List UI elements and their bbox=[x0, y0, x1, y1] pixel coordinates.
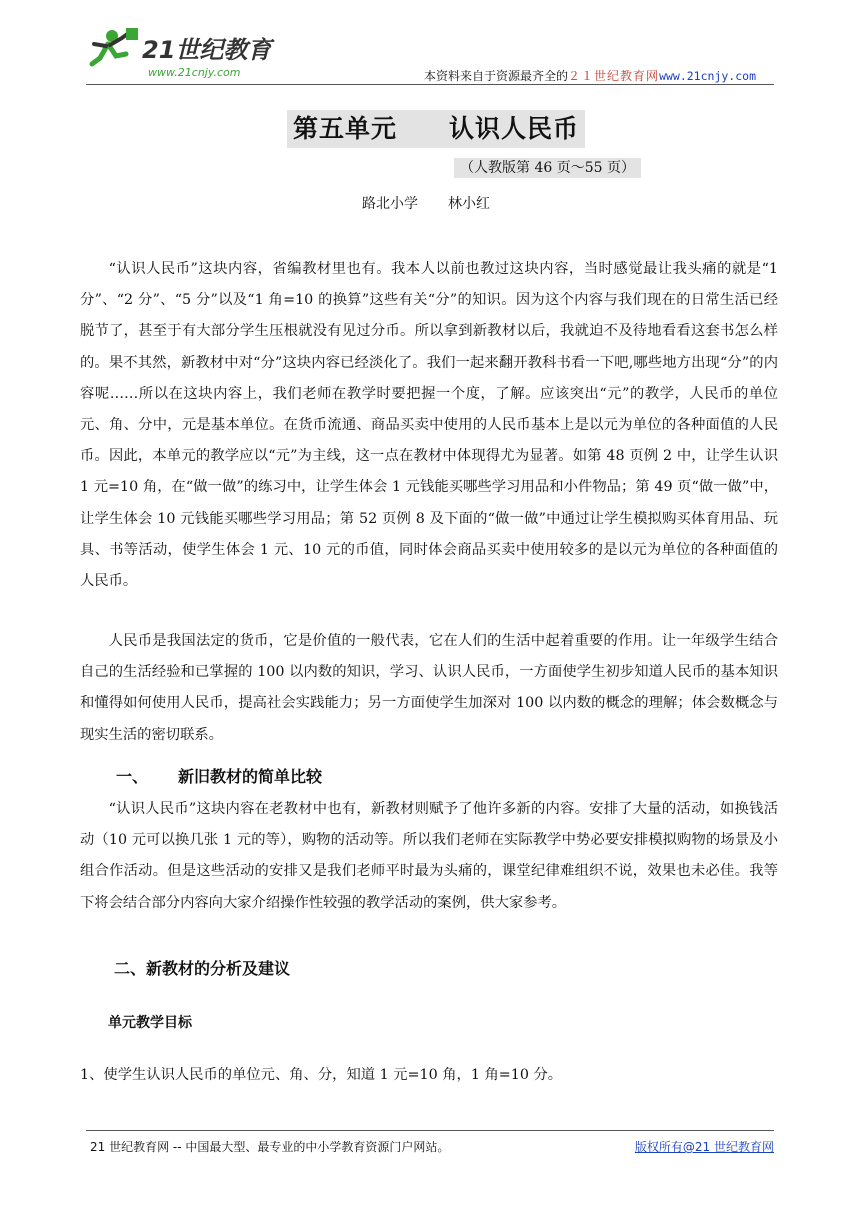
header-divider bbox=[86, 84, 774, 85]
byline-author: 林小红 bbox=[448, 196, 490, 212]
footer-site-description: 21 世纪教育网 -- 中国最大型、最专业的中小学教育资源门户网站。 bbox=[90, 1140, 450, 1154]
paragraph-intro: “认识人民币”这块内容，省编教材里也有。我本人以前也教过这块内容，当时感觉最让我头痛的就是“1 分”、“2 分”、“5 分”以及“1 角=10 的换算”这些有关“分”的知识。因为这个内容与我们现在的日常生活已经脱节了，甚至于有大部分学生压根就没有见过分币。所以拿到新教材以后，我就迫不及待地看看这套书怎么样的。果不其然，新教材中对“分”这块内容已经淡化了。我们一起来翻开教科书看一下吧,哪些地方出现“分”的内容呢……所以在这块内容上，我们老师在教学时要把握一个度，了解。应该突出“元”的教学，人民币的单位元、角、分中，元是基本单位。在货币流通、商品买卖中使用的人民币基本上是以元为单位的各种面值的人民币。因此，本单元的教学应以“元”为主线，这一点在教材中体现得尤为显著。如第 48 页例 2 中，让学生认识 1 元=10 角，在“做一做”的练习中，让学生体会 1 元钱能买哪些学习用品和小件物品；第 49 页“做一做”中，让学生体会 10 元钱能买哪些学习用品；第 52 页例 8 及下面的“做一做”中通过让学生模拟购买体育用品、玩具、书等活动，使学生体会 1 元、10 元的币值，同时体会商品买卖中使用较多的是以元为单位的各种面值的人民币。 bbox=[80, 261, 778, 590]
section-heading-analysis: 二、新教材的分析及建议 bbox=[114, 959, 291, 978]
header-source-note bbox=[424, 67, 756, 84]
paragraph-currency: 人民币是我国法定的货币，它是价值的一般代表，它在人们的生活中起着重要的作用。让一年级学生结合自己的生活经验和已掌握的 100 以内数的知识，学习、认识人民币，一方面使学生初步知道人民币的基本知识和懂得如何使用人民币，提高社会实践能力；另一方面使学生加深对 100 以内数的概念的理解；体会数概念与现实生活的密切联系。 bbox=[80, 633, 778, 743]
section-number: 一、 bbox=[116, 767, 149, 786]
runner-icon bbox=[92, 28, 138, 64]
page-title bbox=[287, 110, 585, 148]
section-heading-comparison bbox=[116, 764, 322, 787]
header-note-url[interactable]: www.21cnjy.com bbox=[659, 69, 756, 83]
byline-school: 路北小学 bbox=[362, 196, 418, 212]
paragraph-comparison: “认识人民币”这块内容在老教材中也有，新教材则赋予了他许多新的内容。安排了大量的活动，如换钱活动（10 元可以换几张 1 元的等），购物的活动等。所以我们老师在实际教学中势必要安排模拟购物的场景及小组合作活动。但是这些活动的安排又是我们老师平时最为头痛的，课堂纪律难组织不说，效果也未必佳。我等下将会结合部分内容向大家介绍操作性较强的教学活动的案例，供大家参考。 bbox=[80, 801, 778, 911]
page-subtitle: （人教版第 46 页～55 页） bbox=[454, 158, 641, 178]
goal-item: 1、使学生认识人民币的单位元、角、分，知道 1 元=10 角，1 角=10 分。 bbox=[80, 1067, 563, 1083]
author-byline bbox=[362, 193, 490, 213]
header-note-brand: ２１世纪教育网 bbox=[568, 69, 660, 83]
site-logo bbox=[86, 24, 286, 82]
title-name: 认识人民币 bbox=[449, 114, 580, 143]
logo-wordmark: 21世纪教育 bbox=[142, 36, 272, 64]
footer-divider bbox=[86, 1130, 774, 1131]
subheading-unit-goals: 单元教学目标 bbox=[108, 1015, 192, 1031]
header-note-prefix: 本资料来自于资源最齐全的 bbox=[424, 69, 569, 83]
section-title: 新旧教材的简单比较 bbox=[178, 767, 323, 786]
logo-url: www.21cnjy.com bbox=[148, 66, 241, 79]
title-unit: 第五单元 bbox=[293, 114, 398, 143]
footer-copyright-link[interactable]: 版权所有@21 世纪教育网 bbox=[634, 1140, 774, 1154]
